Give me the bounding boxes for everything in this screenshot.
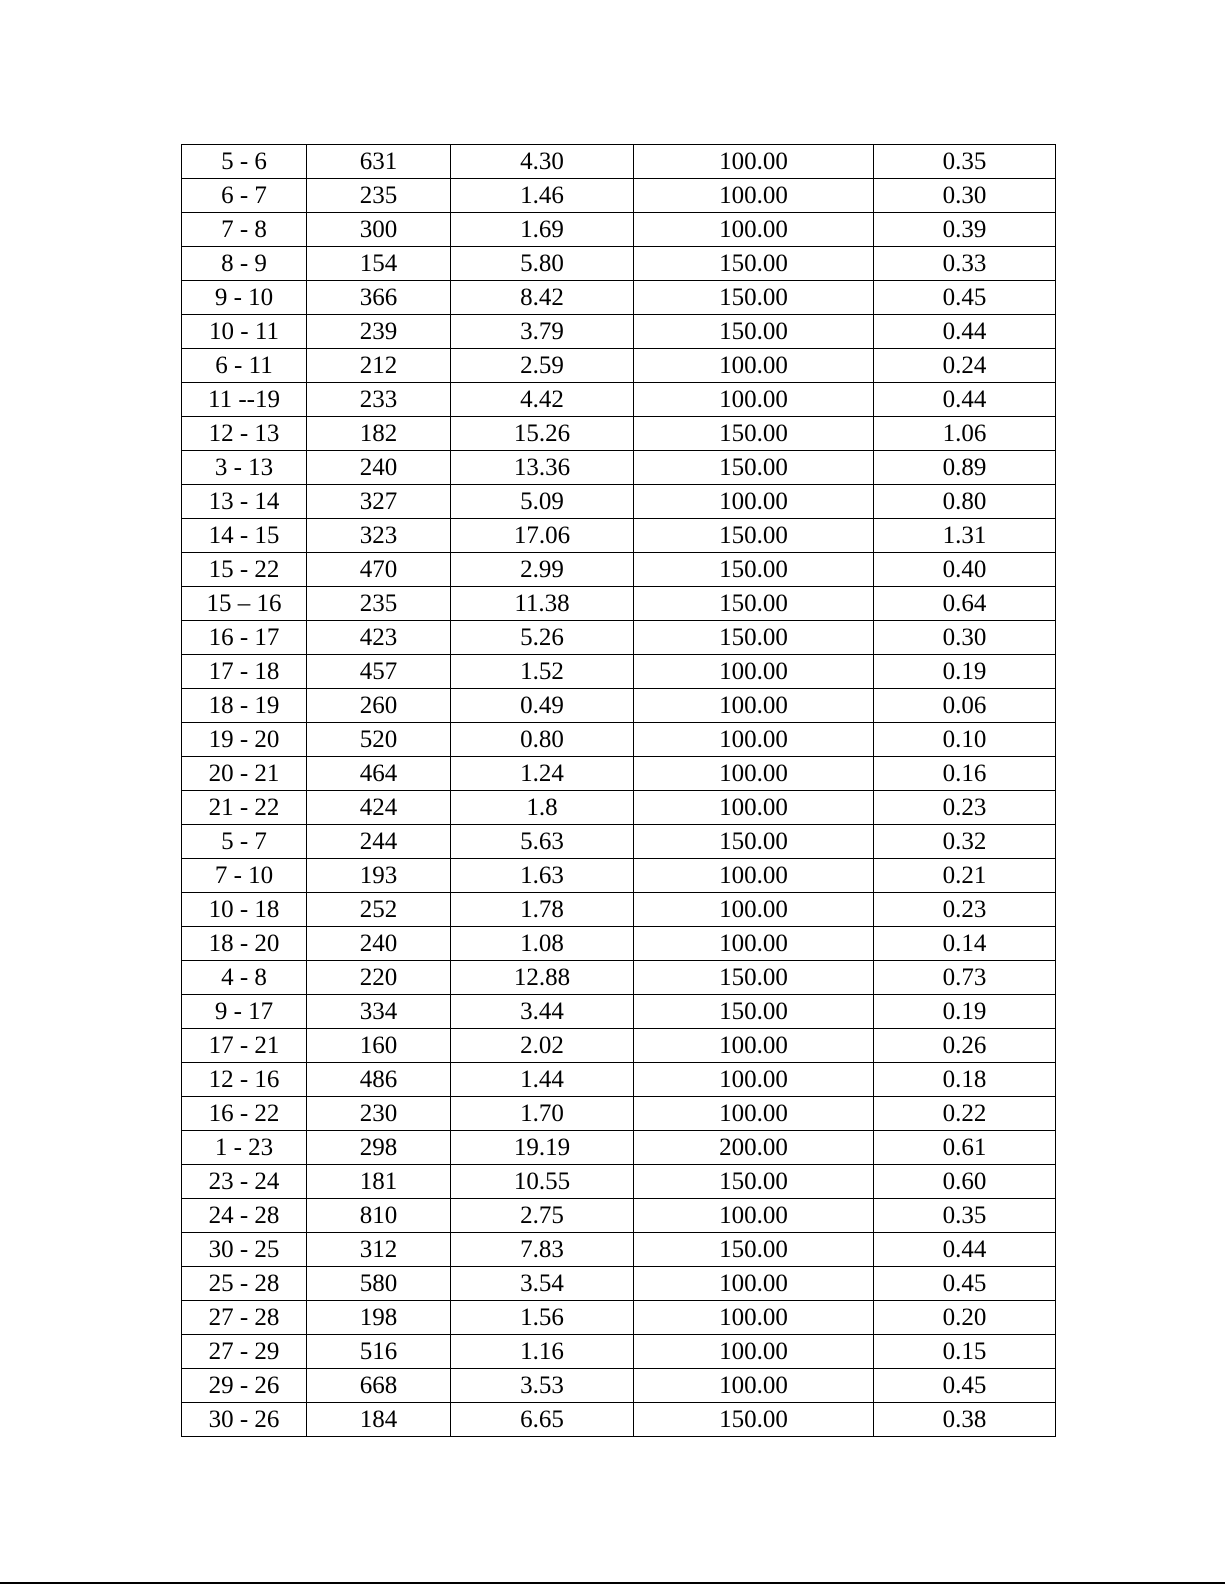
segment-cell: 11 --19 (182, 383, 307, 417)
diameter-cell: 150.00 (634, 451, 874, 485)
segment-cell: 15 – 16 (182, 587, 307, 621)
diameter-cell: 100.00 (634, 791, 874, 825)
table-row (182, 315, 1056, 349)
flow-cell: 1.46 (451, 179, 634, 213)
length-cell: 240 (307, 451, 451, 485)
length-cell: 424 (307, 791, 451, 825)
velocity-cell: 0.33 (874, 247, 1056, 281)
velocity-cell: 0.18 (874, 1063, 1056, 1097)
segment-cell: 16 - 17 (182, 621, 307, 655)
pipe-data-table (181, 144, 1056, 1437)
flow-cell: 1.16 (451, 1335, 634, 1369)
velocity-cell: 0.22 (874, 1097, 1056, 1131)
segment-cell: 8 - 9 (182, 247, 307, 281)
segment-cell: 10 - 11 (182, 315, 307, 349)
table-row (182, 757, 1056, 791)
table-row (182, 1403, 1056, 1437)
diameter-cell: 100.00 (634, 1063, 874, 1097)
flow-cell: 1.56 (451, 1301, 634, 1335)
velocity-cell: 0.44 (874, 383, 1056, 417)
diameter-cell: 100.00 (634, 689, 874, 723)
length-cell: 470 (307, 553, 451, 587)
table-row (182, 213, 1056, 247)
segment-cell: 6 - 11 (182, 349, 307, 383)
velocity-cell: 0.24 (874, 349, 1056, 383)
segment-cell: 23 - 24 (182, 1165, 307, 1199)
length-cell: 520 (307, 723, 451, 757)
segment-cell: 14 - 15 (182, 519, 307, 553)
length-cell: 298 (307, 1131, 451, 1165)
table-row (182, 587, 1056, 621)
length-cell: 244 (307, 825, 451, 859)
table-row (182, 621, 1056, 655)
diameter-cell: 150.00 (634, 587, 874, 621)
velocity-cell: 0.35 (874, 145, 1056, 179)
diameter-cell: 100.00 (634, 655, 874, 689)
length-cell: 184 (307, 1403, 451, 1437)
velocity-cell: 0.73 (874, 961, 1056, 995)
segment-cell: 5 - 6 (182, 145, 307, 179)
table-row (182, 179, 1056, 213)
velocity-cell: 0.45 (874, 1369, 1056, 1403)
diameter-cell: 150.00 (634, 1403, 874, 1437)
table-row (182, 349, 1056, 383)
diameter-cell: 100.00 (634, 179, 874, 213)
flow-cell: 0.80 (451, 723, 634, 757)
length-cell: 312 (307, 1233, 451, 1267)
length-cell: 230 (307, 1097, 451, 1131)
table-row (182, 1165, 1056, 1199)
velocity-cell: 0.38 (874, 1403, 1056, 1437)
length-cell: 486 (307, 1063, 451, 1097)
flow-cell: 2.99 (451, 553, 634, 587)
velocity-cell: 0.80 (874, 485, 1056, 519)
velocity-cell: 0.44 (874, 1233, 1056, 1267)
flow-cell: 3.79 (451, 315, 634, 349)
table-row (182, 281, 1056, 315)
diameter-cell: 200.00 (634, 1131, 874, 1165)
table-row (182, 1097, 1056, 1131)
table-row (182, 519, 1056, 553)
segment-cell: 27 - 28 (182, 1301, 307, 1335)
diameter-cell: 150.00 (634, 621, 874, 655)
velocity-cell: 0.35 (874, 1199, 1056, 1233)
flow-cell: 1.70 (451, 1097, 634, 1131)
segment-cell: 17 - 21 (182, 1029, 307, 1063)
diameter-cell: 100.00 (634, 927, 874, 961)
table-row (182, 995, 1056, 1029)
length-cell: 423 (307, 621, 451, 655)
velocity-cell: 0.26 (874, 1029, 1056, 1063)
flow-cell: 1.08 (451, 927, 634, 961)
diameter-cell: 100.00 (634, 1301, 874, 1335)
table-row (182, 1267, 1056, 1301)
flow-cell: 1.52 (451, 655, 634, 689)
table-row (182, 553, 1056, 587)
table-row (182, 1131, 1056, 1165)
length-cell: 212 (307, 349, 451, 383)
flow-cell: 4.42 (451, 383, 634, 417)
length-cell: 631 (307, 145, 451, 179)
velocity-cell: 0.16 (874, 757, 1056, 791)
length-cell: 580 (307, 1267, 451, 1301)
diameter-cell: 100.00 (634, 859, 874, 893)
table-row (182, 451, 1056, 485)
segment-cell: 19 - 20 (182, 723, 307, 757)
diameter-cell: 150.00 (634, 519, 874, 553)
segment-cell: 15 - 22 (182, 553, 307, 587)
flow-cell: 19.19 (451, 1131, 634, 1165)
flow-cell: 2.02 (451, 1029, 634, 1063)
table-row (182, 383, 1056, 417)
length-cell: 464 (307, 757, 451, 791)
length-cell: 193 (307, 859, 451, 893)
flow-cell: 1.8 (451, 791, 634, 825)
table-row (182, 1029, 1056, 1063)
length-cell: 252 (307, 893, 451, 927)
table-row (182, 417, 1056, 451)
table-row (182, 485, 1056, 519)
diameter-cell: 100.00 (634, 1267, 874, 1301)
length-cell: 260 (307, 689, 451, 723)
diameter-cell: 150.00 (634, 247, 874, 281)
flow-cell: 2.75 (451, 1199, 634, 1233)
diameter-cell: 100.00 (634, 757, 874, 791)
flow-cell: 15.26 (451, 417, 634, 451)
velocity-cell: 0.23 (874, 791, 1056, 825)
table-row (182, 927, 1056, 961)
diameter-cell: 100.00 (634, 485, 874, 519)
segment-cell: 12 - 16 (182, 1063, 307, 1097)
table-row (182, 893, 1056, 927)
velocity-cell: 0.19 (874, 995, 1056, 1029)
length-cell: 182 (307, 417, 451, 451)
diameter-cell: 150.00 (634, 417, 874, 451)
table-row (182, 1199, 1056, 1233)
segment-cell: 5 - 7 (182, 825, 307, 859)
table-row (182, 859, 1056, 893)
table-row (182, 1369, 1056, 1403)
flow-cell: 1.69 (451, 213, 634, 247)
velocity-cell: 0.45 (874, 1267, 1056, 1301)
diameter-cell: 100.00 (634, 723, 874, 757)
velocity-cell: 0.64 (874, 587, 1056, 621)
flow-cell: 4.30 (451, 145, 634, 179)
table-row (182, 791, 1056, 825)
diameter-cell: 150.00 (634, 995, 874, 1029)
flow-cell: 3.44 (451, 995, 634, 1029)
velocity-cell: 0.44 (874, 315, 1056, 349)
length-cell: 327 (307, 485, 451, 519)
table-row (182, 1233, 1056, 1267)
length-cell: 154 (307, 247, 451, 281)
length-cell: 323 (307, 519, 451, 553)
diameter-cell: 150.00 (634, 1233, 874, 1267)
flow-cell: 6.65 (451, 1403, 634, 1437)
flow-cell: 2.59 (451, 349, 634, 383)
velocity-cell: 0.40 (874, 553, 1056, 587)
flow-cell: 5.09 (451, 485, 634, 519)
segment-cell: 24 - 28 (182, 1199, 307, 1233)
length-cell: 235 (307, 587, 451, 621)
velocity-cell: 0.45 (874, 281, 1056, 315)
segment-cell: 6 - 7 (182, 179, 307, 213)
velocity-cell: 1.31 (874, 519, 1056, 553)
diameter-cell: 150.00 (634, 825, 874, 859)
length-cell: 516 (307, 1335, 451, 1369)
table-row (182, 1335, 1056, 1369)
velocity-cell: 0.61 (874, 1131, 1056, 1165)
diameter-cell: 100.00 (634, 1199, 874, 1233)
flow-cell: 5.80 (451, 247, 634, 281)
velocity-cell: 0.06 (874, 689, 1056, 723)
diameter-cell: 100.00 (634, 1029, 874, 1063)
table-body (182, 145, 1056, 1437)
segment-cell: 25 - 28 (182, 1267, 307, 1301)
diameter-cell: 100.00 (634, 213, 874, 247)
flow-cell: 7.83 (451, 1233, 634, 1267)
flow-cell: 3.54 (451, 1267, 634, 1301)
diameter-cell: 100.00 (634, 1097, 874, 1131)
table-row (182, 145, 1056, 179)
velocity-cell: 0.89 (874, 451, 1056, 485)
segment-cell: 16 - 22 (182, 1097, 307, 1131)
table-row (182, 1301, 1056, 1335)
length-cell: 198 (307, 1301, 451, 1335)
segment-cell: 29 - 26 (182, 1369, 307, 1403)
diameter-cell: 100.00 (634, 349, 874, 383)
flow-cell: 1.63 (451, 859, 634, 893)
segment-cell: 30 - 26 (182, 1403, 307, 1437)
diameter-cell: 100.00 (634, 1369, 874, 1403)
diameter-cell: 100.00 (634, 893, 874, 927)
segment-cell: 1 - 23 (182, 1131, 307, 1165)
velocity-cell: 0.39 (874, 213, 1056, 247)
flow-cell: 12.88 (451, 961, 634, 995)
diameter-cell: 100.00 (634, 383, 874, 417)
velocity-cell: 0.15 (874, 1335, 1056, 1369)
table-row (182, 723, 1056, 757)
table-row (182, 1063, 1056, 1097)
velocity-cell: 0.10 (874, 723, 1056, 757)
flow-cell: 1.44 (451, 1063, 634, 1097)
velocity-cell: 0.23 (874, 893, 1056, 927)
velocity-cell: 1.06 (874, 417, 1056, 451)
diameter-cell: 150.00 (634, 553, 874, 587)
segment-cell: 3 - 13 (182, 451, 307, 485)
velocity-cell: 0.60 (874, 1165, 1056, 1199)
diameter-cell: 100.00 (634, 145, 874, 179)
flow-cell: 13.36 (451, 451, 634, 485)
length-cell: 235 (307, 179, 451, 213)
diameter-cell: 150.00 (634, 315, 874, 349)
diameter-cell: 100.00 (634, 1335, 874, 1369)
segment-cell: 21 - 22 (182, 791, 307, 825)
flow-cell: 5.26 (451, 621, 634, 655)
length-cell: 334 (307, 995, 451, 1029)
velocity-cell: 0.20 (874, 1301, 1056, 1335)
length-cell: 160 (307, 1029, 451, 1063)
velocity-cell: 0.14 (874, 927, 1056, 961)
velocity-cell: 0.21 (874, 859, 1056, 893)
segment-cell: 9 - 17 (182, 995, 307, 1029)
length-cell: 240 (307, 927, 451, 961)
segment-cell: 18 - 19 (182, 689, 307, 723)
flow-cell: 1.78 (451, 893, 634, 927)
segment-cell: 4 - 8 (182, 961, 307, 995)
length-cell: 239 (307, 315, 451, 349)
flow-cell: 0.49 (451, 689, 634, 723)
length-cell: 668 (307, 1369, 451, 1403)
segment-cell: 20 - 21 (182, 757, 307, 791)
segment-cell: 17 - 18 (182, 655, 307, 689)
table-row (182, 825, 1056, 859)
segment-cell: 12 - 13 (182, 417, 307, 451)
segment-cell: 13 - 14 (182, 485, 307, 519)
length-cell: 457 (307, 655, 451, 689)
length-cell: 181 (307, 1165, 451, 1199)
segment-cell: 27 - 29 (182, 1335, 307, 1369)
flow-cell: 3.53 (451, 1369, 634, 1403)
flow-cell: 11.38 (451, 587, 634, 621)
segment-cell: 7 - 8 (182, 213, 307, 247)
diameter-cell: 150.00 (634, 281, 874, 315)
flow-cell: 8.42 (451, 281, 634, 315)
length-cell: 220 (307, 961, 451, 995)
velocity-cell: 0.19 (874, 655, 1056, 689)
velocity-cell: 0.30 (874, 179, 1056, 213)
flow-cell: 1.24 (451, 757, 634, 791)
table-row (182, 655, 1056, 689)
flow-cell: 10.55 (451, 1165, 634, 1199)
table-row (182, 961, 1056, 995)
length-cell: 233 (307, 383, 451, 417)
length-cell: 366 (307, 281, 451, 315)
length-cell: 810 (307, 1199, 451, 1233)
velocity-cell: 0.30 (874, 621, 1056, 655)
segment-cell: 10 - 18 (182, 893, 307, 927)
table-row (182, 247, 1056, 281)
flow-cell: 17.06 (451, 519, 634, 553)
diameter-cell: 150.00 (634, 961, 874, 995)
segment-cell: 18 - 20 (182, 927, 307, 961)
segment-cell: 30 - 25 (182, 1233, 307, 1267)
segment-cell: 9 - 10 (182, 281, 307, 315)
page-bottom-rule (0, 1582, 1225, 1584)
diameter-cell: 150.00 (634, 1165, 874, 1199)
table-row (182, 689, 1056, 723)
velocity-cell: 0.32 (874, 825, 1056, 859)
segment-cell: 7 - 10 (182, 859, 307, 893)
length-cell: 300 (307, 213, 451, 247)
flow-cell: 5.63 (451, 825, 634, 859)
